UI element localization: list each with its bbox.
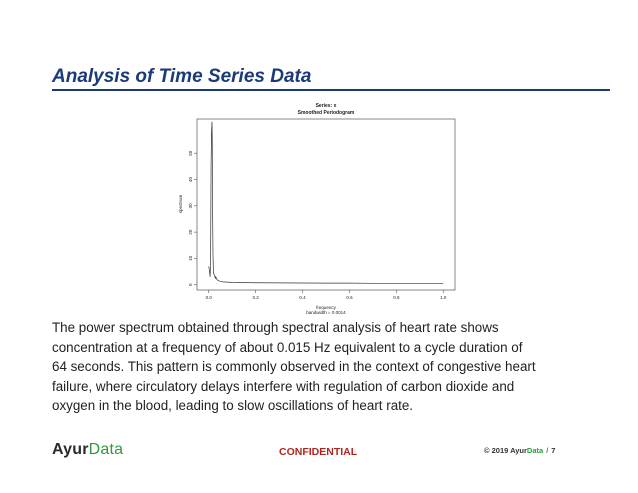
body-line: 64 seconds. This pattern is commonly observed in the context of congestive heart [52, 359, 536, 375]
chart-title: Series: x [315, 103, 337, 109]
y-axis [188, 150, 197, 286]
body-line: oxygen in the blood, leading to slow oscillations of heart rate. [52, 398, 414, 414]
page-number: 7 [551, 446, 556, 455]
series-layer [209, 122, 444, 284]
logo-word-data: Data [88, 441, 124, 458]
y-tick-label: 10 [188, 255, 193, 261]
body-line: concentration at a frequency of about 0.015 Hz equivalent to a cycle duration of [52, 339, 523, 355]
y-tick-label: 50 [188, 150, 193, 156]
confidential-label: CONFIDENTIAL [279, 446, 358, 458]
x-tick-label: 1.0 [440, 295, 447, 300]
plot-frame [197, 119, 455, 290]
x-axis-note: bandwidth = 0.0014 [306, 310, 346, 315]
body-line: failure, where circulatory delays interfere with regulation of carbon dioxide and [52, 378, 515, 394]
copyright-footer [484, 446, 555, 455]
y-tick-label: 0 [188, 283, 193, 286]
x-tick-label: 0.6 [346, 295, 353, 300]
copyright-prefix: © 2019 Ayur [484, 446, 527, 455]
x-axis-label: frequency [316, 305, 336, 310]
body-paragraph [52, 318, 592, 416]
spectrum-line [209, 122, 444, 284]
page-separator: / [546, 446, 549, 455]
x-tick-label: 0.2 [252, 295, 259, 300]
x-tick-label: 0.0 [205, 295, 212, 300]
body-line: The power spectrum obtained through spectral analysis of heart rate shows [52, 320, 499, 335]
slide-title: Analysis of Time Series Data [52, 66, 312, 87]
y-tick-label: 40 [188, 176, 193, 183]
x-tick-label: 0.4 [299, 295, 306, 300]
x-axis [206, 290, 447, 300]
logo-word-ayur: Ayur [52, 441, 89, 458]
y-axis-label: spectrum [178, 194, 183, 214]
chart-subtitle: Smoothed Periodogram [297, 110, 355, 116]
y-tick-label: 20 [188, 229, 193, 235]
y-tick-label: 30 [188, 203, 193, 209]
ayurdata-logo [52, 441, 123, 459]
x-tick-label: 0.8 [393, 295, 400, 300]
copyright-brand: Data [526, 446, 544, 455]
